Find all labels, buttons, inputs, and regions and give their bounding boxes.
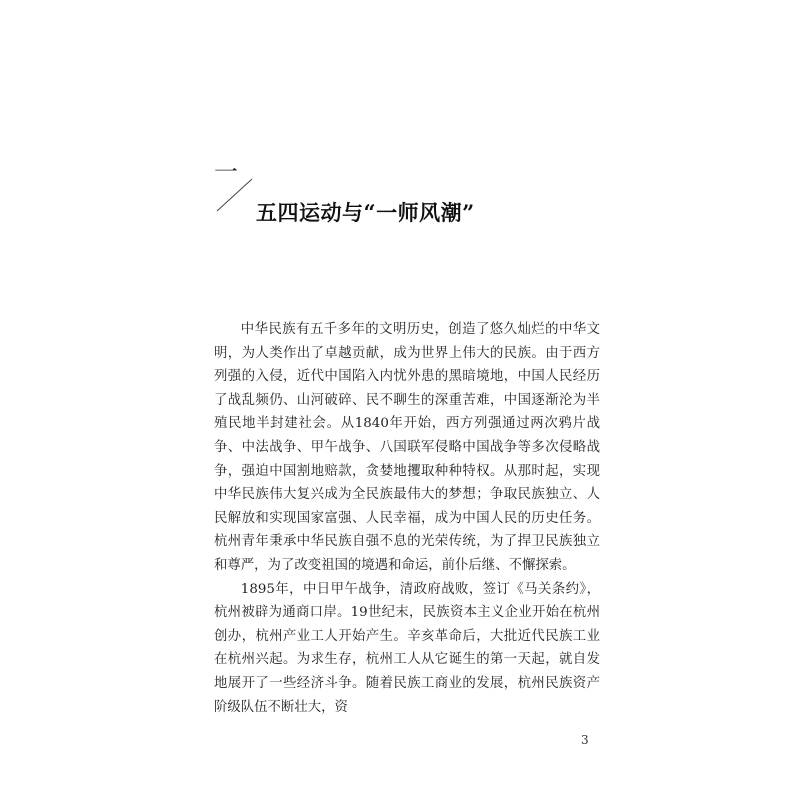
chapter-number: 一 <box>214 158 238 186</box>
chapter-title: 五四运动与“一师风潮” <box>256 200 475 225</box>
chapter-slash-divider <box>214 178 254 212</box>
page-number: 3 <box>581 733 589 747</box>
paragraph-1: 中华民族有五千多年的文明历史，创造了悠久灿烂的中华文明，为人类作出了卓越贡献，成为世界上伟大的民族。由于西方列强的入侵，近代中国陷入内忧外患的黑暗境地，中国人民经历了战乱频仍、山河破碎、民不聊生的深重苦难，中国逐渐沦为半殖民地半封建社会。从1840年开始，西方列强通过两次鸦片战争、中法战争、甲午战争、八国联军侵略中国战争等多次侵略战争，强迫中国割地赔款，贪婪地攫取种种特权。从那时起，实现中华民族伟大复兴成为全民族最伟大的梦想；争取民族独立、人民解放和实现国家富强、人民幸福，成为中国人民的历史任务。杭州青年秉承中华民族自强不息的光荣传统，为了捍卫民族独立和尊严，为了改变祖国的境遇和命运，前仆后继、不懈探索。 <box>214 322 600 573</box>
body-text <box>214 318 600 719</box>
paragraph-2: 1895年，中日甲午战争，清政府战败，签订《马关条约》，杭州被辟为通商口岸。19世纪末，民族资本主义企业开始在杭州创办，杭州产业工人开始产生。辛亥革命后，大批近代民族工业在杭州兴起。为求生存，杭州工人从它诞生的第一天起，就自发地展开了一些经济斗争。随着民族工商业的发展，杭州民族资产阶级队伍不断壮大，资 <box>214 581 600 715</box>
